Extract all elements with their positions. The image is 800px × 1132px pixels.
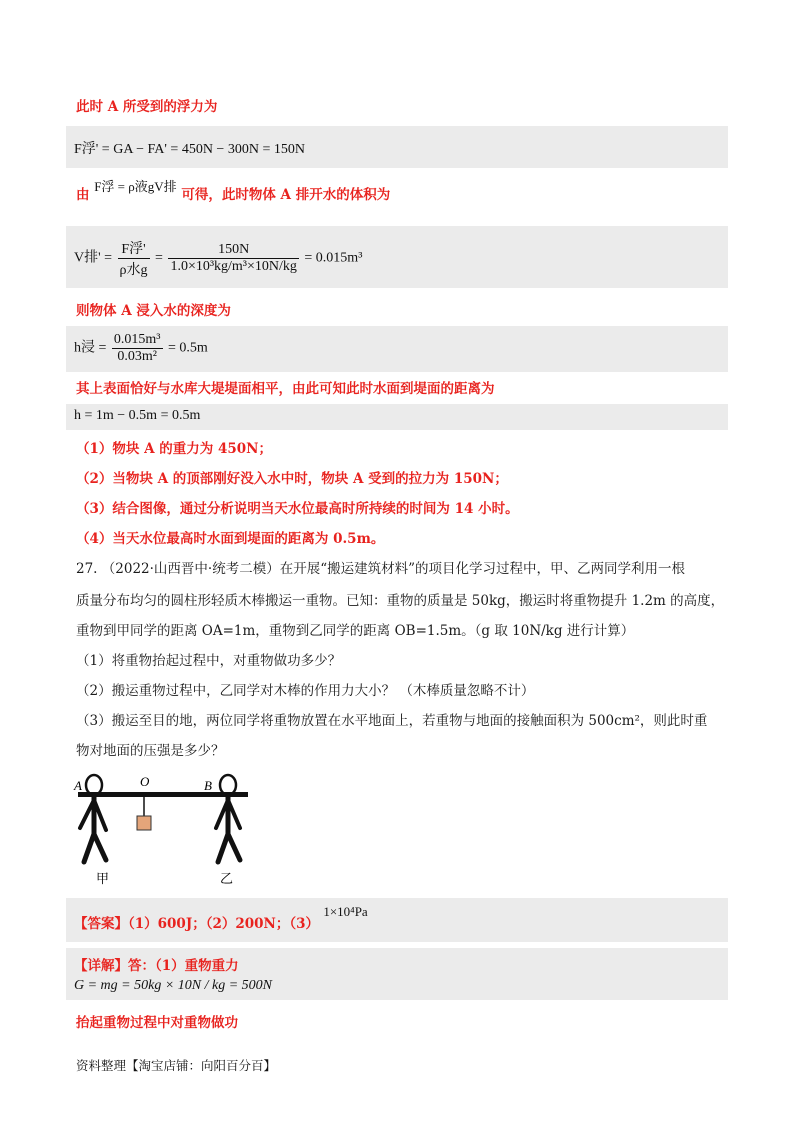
- formula: h = 1m − 0.5m = 0.5m: [74, 408, 201, 423]
- fraction-num: F浮': [118, 238, 150, 259]
- question-line: 重物到甲同学的距离 OA=1m，重物到乙同学的距离 OB=1.5m。（g 取 10N/kg 进行计算）: [76, 623, 635, 639]
- figure: [70, 770, 260, 890]
- label-b: B: [204, 778, 212, 793]
- answer-line: （2）当物块 A 的顶部刚好没入水中时，物块 A 受到的拉力为 150N；: [76, 471, 508, 487]
- person-jia: [80, 775, 106, 862]
- answer-text: （1）600J；（2）200N；（3）: [128, 916, 320, 932]
- answer-label: 【答案】: [74, 916, 128, 932]
- detail-text: 答：（1）重物重力: [128, 958, 239, 974]
- answer-box: [66, 898, 728, 942]
- text-span: 可得，此时物体 A 排开水的体积为: [181, 187, 391, 203]
- answer-line: [74, 904, 368, 932]
- fraction-num: 150N: [168, 242, 298, 259]
- label-a: A: [74, 778, 82, 793]
- formula-box: [66, 404, 728, 430]
- detail-label: 【详解】: [74, 958, 128, 974]
- fraction-den: 0.03m²: [117, 349, 157, 364]
- text-line: 其上表面恰好与水库大堤堤面相平，由此可知此时水面到堤面的距离为: [76, 381, 495, 397]
- fraction-den: ρ水g: [119, 263, 148, 278]
- fraction: [168, 242, 298, 275]
- weight-box: [137, 816, 151, 830]
- detail-line: [74, 954, 239, 974]
- text-line: [76, 179, 391, 204]
- text-line: 此时 A 所受到的浮力为: [76, 99, 218, 115]
- formula: V排' = $\frac{\text{F浮'}}{\text{ρ水g}}$ = $\frac{150N}{\text{1.0×10³kg/m³×10N/kg}}$ = 0.015m³: [74, 238, 362, 279]
- fraction-den: 1.0×10³kg/m³×10N/kg: [170, 259, 297, 274]
- question-line: （3）搬运至目的地，两位同学将重物放置在水平地面上，若重物与地面的接触面积为 500cm²，则此时重: [76, 713, 708, 729]
- label-yi: 乙: [220, 872, 234, 887]
- question-line: （2）搬运重物过程中，乙同学对木棒的作用力大小？ （木棒质量忽略不计）: [76, 683, 535, 699]
- label-o: O: [140, 774, 150, 789]
- formula-lhs: h浸 =: [74, 340, 107, 356]
- formula-box: [66, 226, 728, 288]
- text-line: 则物体 A 浸入水的深度为: [76, 303, 231, 319]
- answer-line: （4）当天水位最高时水面到堤面的距离为 0.5m。: [76, 531, 385, 547]
- detail-formula: G = mg = 50kg × 10N / kg = 500N: [74, 978, 273, 993]
- formula: F浮' = GA − FA' = 450N − 300N = 150N: [74, 142, 305, 157]
- answer-line: （3）结合图像，通过分析说明当天水位最高时所持续的时间为 14 小时。: [76, 501, 519, 517]
- answer-line: （1）物块 A 的重力为 450N；: [76, 441, 272, 457]
- detail-box: [66, 948, 728, 1000]
- formula-lhs: V排' =: [74, 250, 113, 266]
- text-line: 抬起重物过程中对重物做功: [76, 1015, 238, 1031]
- question-line: 质量分布均匀的圆柱形轻质木棒搬运一重物。已知：重物的质量是 50kg，搬运时将重物提升 1.2m 的高度，: [76, 593, 725, 609]
- question-line: 物对地面的压强是多少？: [76, 743, 225, 759]
- fraction: [118, 238, 150, 279]
- answer-value: 1×10⁴Pa: [323, 904, 368, 919]
- question-line: （1）将重物抬起过程中，对重物做功多少？: [76, 653, 342, 669]
- fraction-num: 0.015m³: [113, 332, 161, 347]
- label-jia: 甲: [96, 872, 110, 887]
- formula: [74, 332, 208, 365]
- fraction: [112, 332, 163, 365]
- person-yi: [216, 775, 240, 862]
- formula-box: [66, 326, 728, 372]
- question-line: 27. （2022·山西晋中·统考二模）在开展“搬运建筑材料”的项目化学习过程中，甲、乙两同学利用一根: [76, 561, 686, 577]
- footer-text: 资料整理【淘宝店铺：向阳百分百】: [76, 1058, 277, 1073]
- formula-box: [66, 126, 728, 168]
- formula-rhs: = 0.015m³: [304, 250, 363, 266]
- inline-formula: F浮 = ρ液gV排: [94, 179, 177, 194]
- text-span: 由: [76, 187, 90, 203]
- formula-rhs: = 0.5m: [168, 340, 208, 356]
